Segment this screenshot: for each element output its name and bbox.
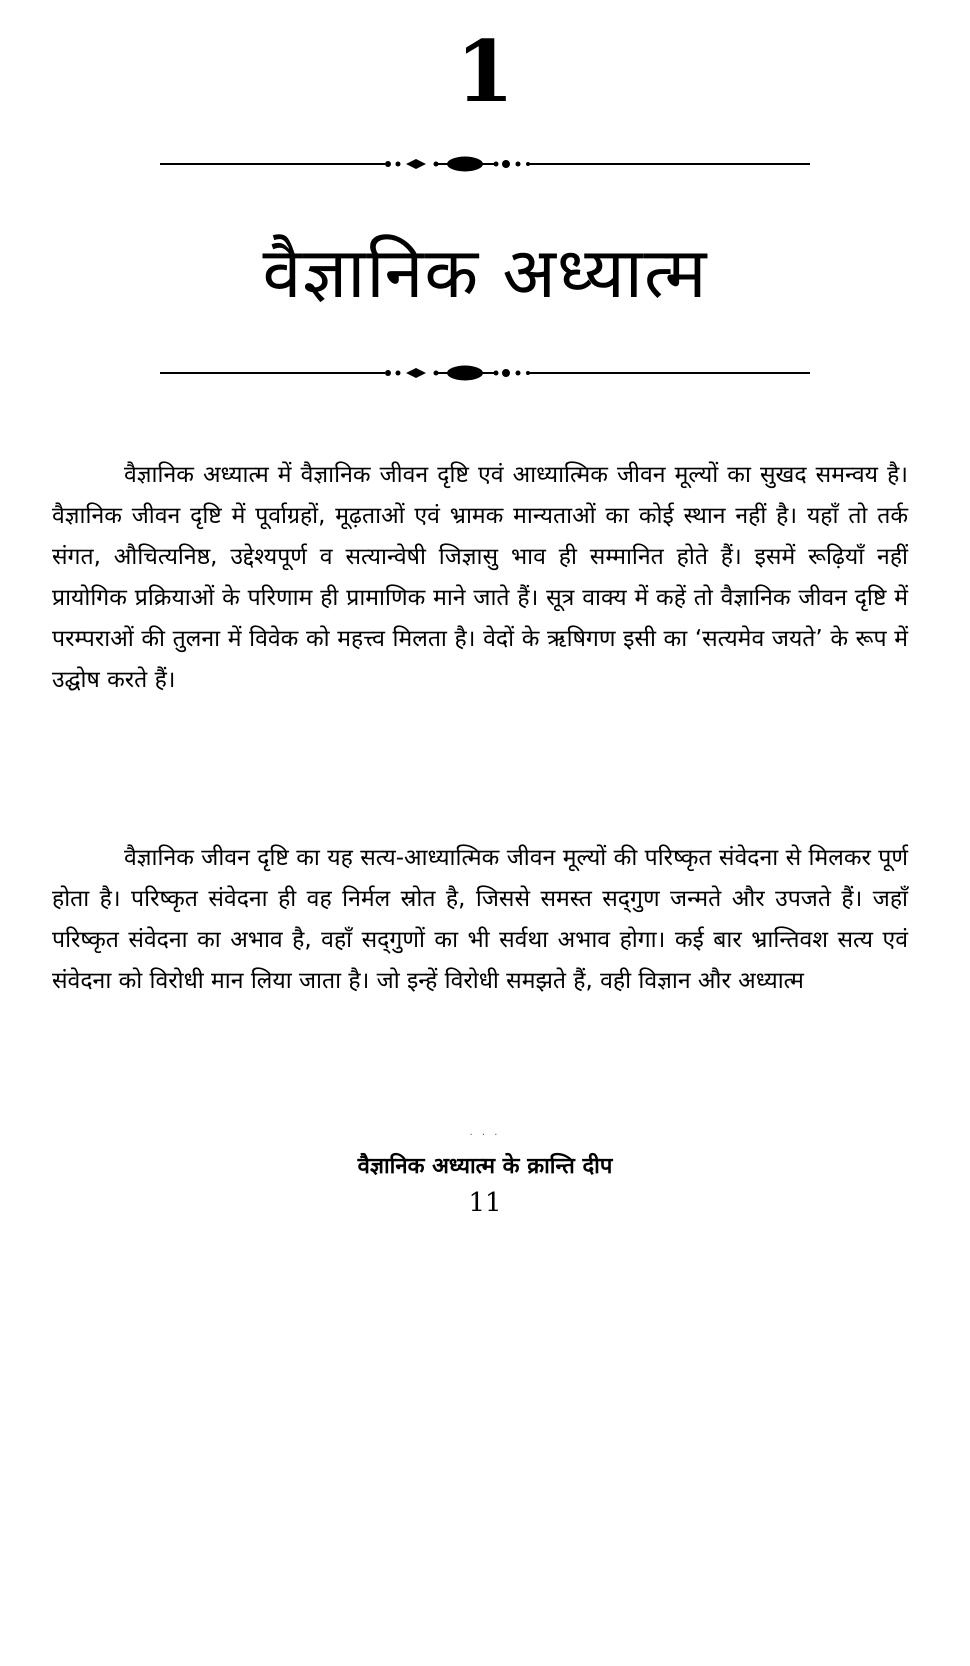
body-paragraph: वैज्ञानिक जीवन दृष्टि का यह सत्य-आध्यात्मिक जीवन मूल्यों की परिष्कृत संवेदना से मिलकर पूर्ण होता है। परिष्कृत संवेदना ही वह निर्मल स्रोत है, जिससे समस्त सद्‌गुण जन्मते और उपजते हैं। जहाँ परिष्कृत संवेदना का अभाव है, वहाँ सद्‌गुणों का भी सर्वथा अभाव होगा। कई बार भ्रान्तिवश सत्य एवं संवेदना को विरोधी मान लिया जाता है। जो इन्हें विरोधी समझते हैं, वही विज्ञान और अध्यात्म [52,845,908,994]
book-title-footer: वैज्ञानिक अध्यात्म के क्रान्ति दीप [357,1154,613,1179]
chapter-title: वैज्ञानिक अध्यात्म [262,232,708,314]
body-paragraph: वैज्ञानिक अध्यात्म में वैज्ञानिक जीवन दृष्टि एवं आध्यात्मिक जीवन मूल्यों का सुखद समन्वय है। वैज्ञानिक जीवन दृष्टि में पूर्वाग्रहों, मूढ़ताओं एवं भ्रामक मान्यताओं का कोई स्थान नहीं है। यहाँ तो तर्क संगत, औचित्यनिष्ठ, उद्देश्यपूर्ण व सत्यान्वेषी जिज्ञासु भाव ही सम्मानित होते हैं। इसमें रूढ़ियाँ नहीं प्रायोगिक प्रक्रियाओं के परिणाम ही प्रामाणिक माने जाते हैं। सूत्र वाक्य में कहें तो वैज्ञानिक जीवन दृष्टि में परम्पराओं की तुलना में विवेक को महत्त्व मिलता है। वेदों के ऋषिगण इसी का ‘सत्यमेव जयते’ के रूप में उद्घोष करते हैं। [52,462,908,693]
chapter-number: 1 [455,22,515,121]
page-number: 11 [468,1188,502,1218]
divider-ornament-icon [160,361,810,385]
divider-ornament-icon [160,152,810,176]
decorative-dots: · · · [469,1130,501,1141]
